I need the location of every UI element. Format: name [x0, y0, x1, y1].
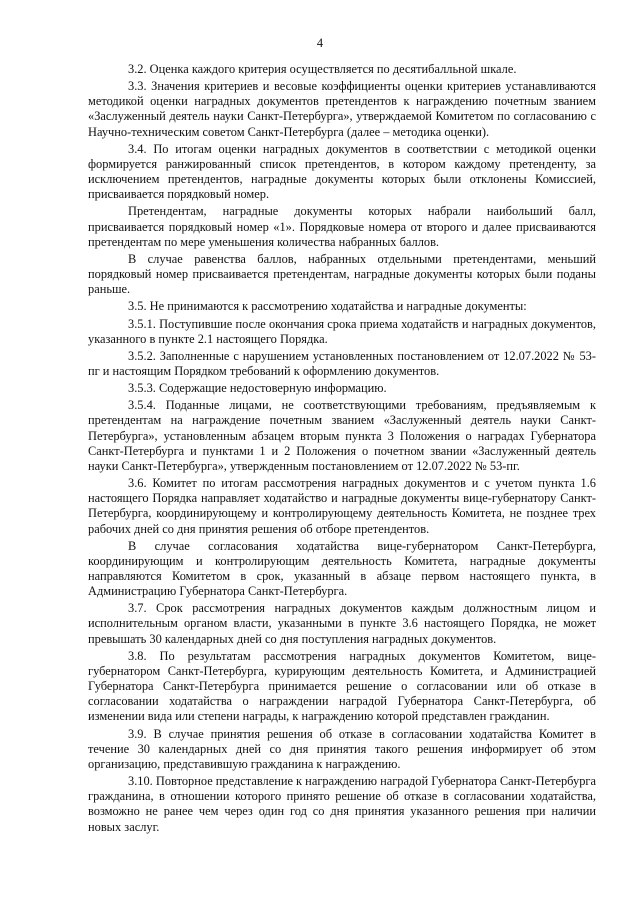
paragraph-3-8: 3.8. По результатам рассмотрения наградных документов Комитетом, вице-губернатором Санкт-Петербурга, курирующим деятельность Комитета, и Администрацией Губернатора Санкт-Петербурга принимается решение о согласовании или об отказе в согласовании ходатайства о награждении наградой Губернатора Санкт-Петербурга, об изменении вида или степени награды, к награждению которой представлен гражданин. — [88, 648, 596, 724]
document-body — [88, 62, 596, 837]
paragraph-3-4-ranking-first: Претендентам, наградные документы которых набрали наибольший балл, присваивается порядковый номер «1». Порядковые номера от второго и далее присваиваются претендентам по мере уменьшения количества набранных баллов. — [88, 204, 596, 249]
paragraph-3-6: 3.6. Комитет по итогам рассмотрения наградных документов и с учетом пункта 1.6 настоящего Порядка направляет ходатайство и наградные документы вице-губернатору Санкт-Петербурга, координирующему и контролирующему деятельность Комитета, не позднее трех рабочих дней со дня принятия решения об отборе претендентов. — [88, 476, 596, 536]
paragraph-3-5-3: 3.5.3. Содержащие недостоверную информацию. — [128, 381, 387, 396]
paragraph-3-5: 3.5. Не принимаются к рассмотрению ходатайства и наградные документы: — [128, 299, 527, 314]
paragraph-3-5-1: 3.5.1. Поступившие после окончания срока приема ходатайств и наградных документов, указанного в пункте 2.1 настоящего Порядка. — [88, 316, 596, 346]
paragraph-3-3: 3.3. Значения критериев и весовые коэффициенты оценки критериев устанавливаются методикой оценки наградных документов претендентов к награждению почетным званием «Заслуженный деятель науки Санкт-Петербурга», утверждаемой Комитетом по согласованию с Научно-техническим советом Санкт-Петербурга (далее – методика оценки). — [88, 79, 596, 139]
paragraph-3-10: 3.10. Повторное представление к награждению наградой Губернатора Санкт-Петербурга гражданина, в отношении которого принято решение об отказе в согласовании ходатайства, возможно не ранее чем через один год со дня принятия указанного решения при наличии новых заслуг. — [88, 774, 596, 834]
page-number: 4 — [316, 36, 324, 50]
paragraph-3-7: 3.7. Срок рассмотрения наградных документов каждым должностным лицом и исполнительным органом власти, указанными в пункте 3.6 настоящего Порядка, не может превышать 30 календарных дней со дня поступления наградных документов. — [88, 601, 596, 646]
paragraph-3-4-equal-scores: В случае равенства баллов, набранных отдельными претендентами, меньший порядковый номер присваивается претендентам, наградные документы которых были поданы раньше. — [88, 251, 596, 297]
paragraph-3-9: 3.9. В случае принятия решения об отказе в согласовании ходатайства Комитет в течение 30 календарных дней со дня принятия такого решения информирует об этом организацию, представившую гражданина к награждению. — [88, 726, 596, 771]
paragraph-3-2: 3.2. Оценка каждого критерия осуществляется по десятибалльной шкале. — [128, 62, 517, 76]
paragraph-3-5-2: 3.5.2. Заполненные с нарушением установленных постановлением от 12.07.2022 № 53-пг и настоящим Порядком требований к оформлению документов. — [88, 348, 596, 378]
paragraph-3-4: 3.4. По итогам оценки наградных документов в соответствии с методикой оценки формируется ранжированный список претендентов, в котором каждому претенденту, за исключением претендентов, наградные документы которых были отклонены Комиссией, присваивается порядковый номер. — [88, 141, 596, 202]
paragraph-3-5-4: 3.5.4. Поданные лицами, не соответствующими требованиям, предъявляемым к претендентам на награждение почетным званием «Заслуженный деятель науки Санкт-Петербурга», установленным абзацем вторым пункта 3 Положения о наградах Губернатора Санкт-Петербурга и пунктами 1 и 2 Положения о почетном звании «Заслуженный деятель науки Санкт-Петербурга», утвержденным постановлением от 12.07.2022 № 53-пг. — [88, 398, 596, 473]
paragraph-3-6-approval: В случае согласования ходатайства вице-губернатором Санкт-Петербурга, координирующим и контролирующим деятельность Комитета, наградные документы направляются Комитетом в срок, указанный в абзаце первом настоящего пункта, в Администрацию Губернатора Санкт-Петербурга. — [88, 538, 596, 599]
